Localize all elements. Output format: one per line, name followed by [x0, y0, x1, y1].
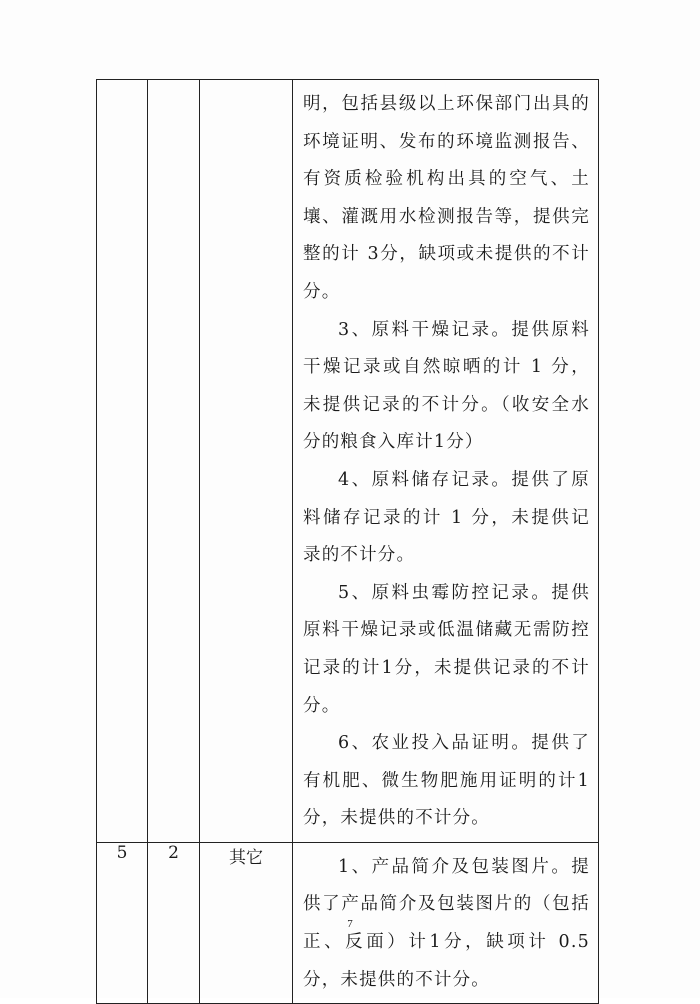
cell-item: [200, 80, 293, 843]
scoring-table: [96, 79, 599, 1004]
cell-number: 5: [97, 842, 148, 1003]
cell-score: 2: [148, 842, 200, 1003]
cell-score: [148, 80, 200, 843]
cell-number: [97, 80, 148, 843]
cell-criteria: [293, 80, 599, 843]
page-number: 7: [347, 918, 353, 930]
criteria-paragraph: 6、农业投入品证明。提供了有机肥、微生物肥施用证明的计1分，未提供的不计分。: [303, 733, 590, 829]
criteria-paragraph: 5、原料虫霉防控记录。提供原料干燥记录或低温储藏无需防控记录的计1分，未提供记录的不计分。: [303, 582, 590, 716]
criteria-paragraph: 1、产品简介及包装图片。提供了产品简介及包装图片的（包括正、反面）计1分，缺项计 0.5分，未提供的不计分。: [303, 856, 590, 990]
criteria-paragraph: 3、原料干燥记录。提供原料干燥记录或自然晾晒的计 1 分，未提供记录的不计分。（收安全水分的粮食入库计1分）: [303, 319, 590, 453]
criteria-paragraph: 明，包括县级以上环保部门出具的环境证明、发布的环境监测报告、有资质检验机构出具的空气、土壤、灌溉用水检测报告等，提供完整的计 3分，缺项或未提供的不计分。: [303, 94, 590, 302]
cell-item: 其它: [200, 842, 293, 1003]
table-row-continued: [97, 80, 599, 843]
criteria-paragraph: 4、原料储存记录。提供了原料储存记录的计 1 分，未提供记录的不计分。: [303, 469, 590, 566]
